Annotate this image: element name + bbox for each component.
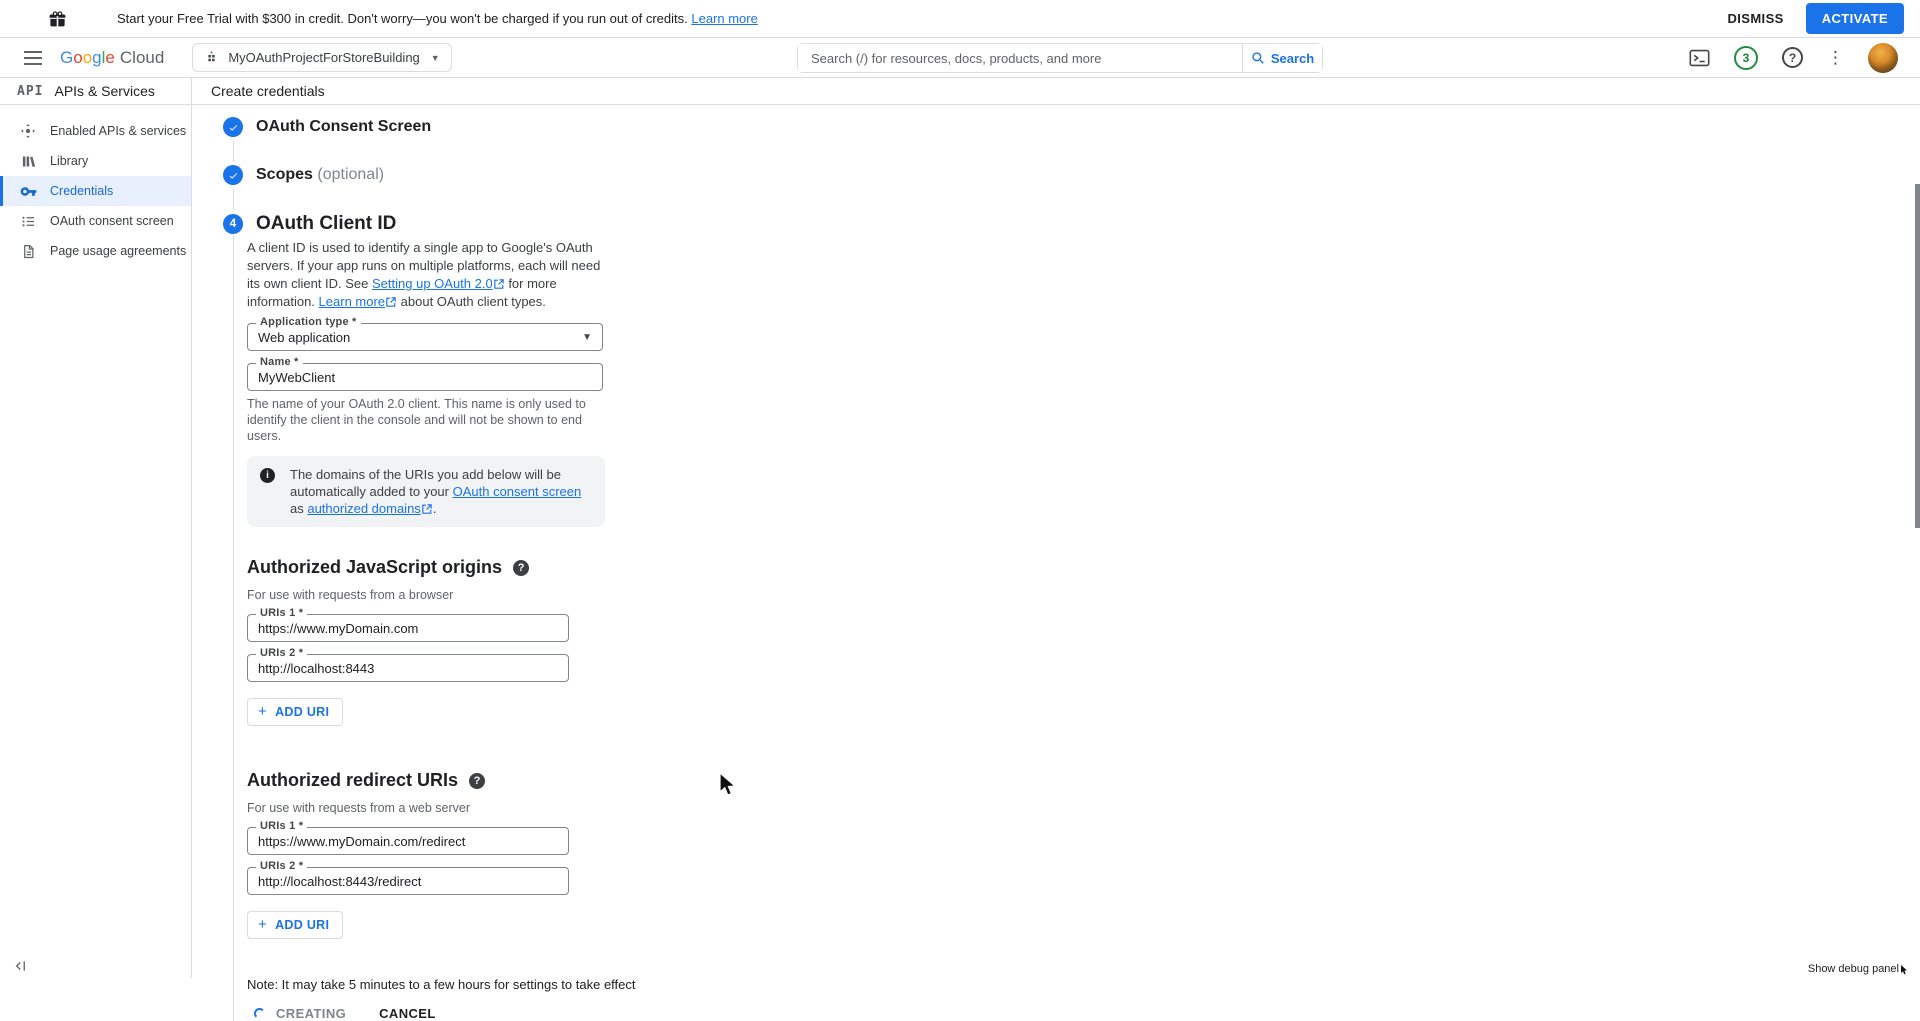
oauth-client-form (233, 235, 1920, 1021)
stepper-connector (233, 140, 234, 162)
origin-uri-1-input[interactable] (258, 621, 558, 636)
sidebar-item-oauth-consent[interactable] (0, 206, 191, 236)
settings-note: Note: It may take 5 minutes to a few hours for settings to take effect (247, 977, 636, 992)
step-check-icon (223, 117, 243, 137)
dismiss-button[interactable]: DISMISS (1727, 11, 1784, 26)
enabled-apis-icon (19, 123, 37, 139)
sidebar (0, 78, 192, 978)
step-scopes[interactable]: Scopes (optional) (223, 165, 1920, 185)
step-number-icon: 4 (223, 214, 243, 234)
client-name-input[interactable] (258, 370, 592, 385)
redirect-uri-2-input[interactable] (258, 874, 558, 889)
external-link-icon (386, 297, 396, 307)
vertical-scrollbar[interactable] (1915, 184, 1920, 528)
sidebar-item-label: Enabled APIs & services (50, 124, 187, 138)
redirect-uris-subtext: For use with requests from a web server (247, 801, 470, 815)
more-options-icon[interactable]: ⋮ (1827, 47, 1844, 67)
document-icon (19, 244, 37, 259)
add-redirect-uri-button[interactable]: + ADD URI (247, 911, 343, 939)
client-id-description: A client ID is used to identify a single app to Google's OAuth servers. If your app runs on multiple platforms, each will need its own client ID. See Setting up OAuth 2.0 for more information. Learn more about OAuth client types. (247, 240, 601, 309)
origin-uri-field: URIs 2 * http://localhost:8443 (247, 654, 569, 682)
sidebar-header (0, 78, 191, 105)
step-oauth-client-id: 4 OAuth Client ID (223, 213, 1920, 235)
origin-uri-2-input[interactable] (258, 661, 558, 676)
redirect-uri-1-input[interactable] (258, 834, 558, 849)
project-name: MyOAuthProjectForStoreBuilding (228, 50, 420, 65)
redirect-uri-field: URIs 1 * https://www.myDomain.com/redirect (247, 827, 569, 855)
app-header (0, 38, 1920, 78)
menu-icon[interactable] (24, 51, 42, 65)
avatar[interactable] (1868, 43, 1898, 73)
plus-icon: + (258, 703, 268, 720)
key-icon (19, 183, 37, 200)
search-input[interactable] (798, 44, 1242, 72)
sidebar-item-page-usage[interactable] (0, 236, 191, 266)
redirect-uris-heading: Authorized redirect URIs (247, 770, 459, 790)
gift-icon (48, 9, 67, 28)
creating-button: CREATING (276, 1006, 347, 1021)
chevron-down-icon: ▼ (430, 52, 440, 63)
project-selector[interactable] (192, 43, 451, 72)
help-icon[interactable]: ? (469, 773, 485, 789)
show-debug-panel[interactable]: Show debug panel (1808, 963, 1908, 975)
redirect-uri-field: URIs 2 * http://localhost:8443/redirect (247, 867, 569, 895)
global-search (797, 43, 1323, 73)
trial-message: Start your Free Trial with $300 in credit. Don't worry—you won't be charged if you run out of credits. Learn more (117, 11, 758, 26)
consent-list-icon (19, 214, 37, 229)
application-type-select[interactable]: Application type * Web application ▼ (247, 323, 603, 351)
sidebar-item-label: Credentials (50, 184, 114, 198)
js-origins-heading: Authorized JavaScript origins (247, 557, 503, 577)
library-icon (19, 154, 37, 169)
api-logo: API (17, 83, 44, 99)
origin-uri-field: URIs 1 * https://www.myDomain.com (247, 614, 569, 642)
authorized-domains-link[interactable]: authorized domains (307, 501, 421, 516)
sidebar-item-label: Page usage agreements (50, 244, 187, 258)
cancel-button[interactable]: CANCEL (379, 1006, 436, 1021)
sidebar-title: APIs & Services (54, 83, 155, 99)
step-oauth-consent-screen[interactable]: OAuth Consent Screen (223, 117, 1920, 137)
notifications-badge[interactable]: 3 (1734, 46, 1758, 70)
external-link-icon (494, 279, 504, 289)
setting-up-oauth-link[interactable]: Setting up OAuth 2.0 (372, 276, 493, 291)
search-icon (1251, 51, 1265, 65)
learn-more-link[interactable]: Learn more (691, 11, 758, 26)
collapse-panel-icon[interactable] (12, 960, 26, 972)
domains-info-note: i The domains of the URIs you add below will be automatically added to your OAuth consent screen as authorized domains . (247, 456, 605, 527)
add-origin-uri-button[interactable]: + ADD URI (247, 698, 343, 726)
sidebar-item-label: OAuth consent screen (50, 214, 174, 228)
help-icon[interactable]: ? (1782, 47, 1803, 68)
page-title: Create credentials (192, 78, 1920, 105)
project-icon (204, 50, 219, 65)
sidebar-item-enabled-apis[interactable] (0, 116, 191, 146)
plus-icon: + (258, 916, 268, 933)
name-helper-text: The name of your OAuth 2.0 client. This name is only used to identify the client in the console and will not be shown to end users. (247, 397, 586, 443)
js-origins-subtext: For use with requests from a browser (247, 588, 454, 602)
external-link-icon (422, 504, 432, 514)
activate-button[interactable]: ACTIVATE (1806, 3, 1904, 34)
learn-more-oauth-link[interactable]: Learn more (318, 294, 386, 309)
sidebar-item-label: Library (50, 154, 89, 168)
main-content (192, 78, 1920, 1021)
sidebar-item-credentials[interactable] (0, 176, 191, 206)
google-cloud-logo[interactable]: Google Cloud (60, 47, 165, 67)
info-icon: i (260, 468, 275, 483)
stepper-connector (233, 188, 234, 210)
step-check-icon (223, 165, 243, 185)
search-button[interactable]: Search (1242, 44, 1322, 72)
oauth-consent-screen-link[interactable]: OAuth consent screen (452, 484, 582, 499)
chevron-down-icon: ▼ (582, 331, 592, 343)
sidebar-item-library[interactable] (0, 146, 191, 176)
client-name-field: Name * MyWebClient (247, 363, 603, 391)
help-icon[interactable]: ? (513, 560, 529, 576)
loading-spinner (254, 1008, 265, 1019)
trial-banner (0, 0, 1920, 38)
cloud-shell-icon[interactable] (1689, 49, 1710, 67)
tiny-cursor-icon (1900, 965, 1908, 975)
